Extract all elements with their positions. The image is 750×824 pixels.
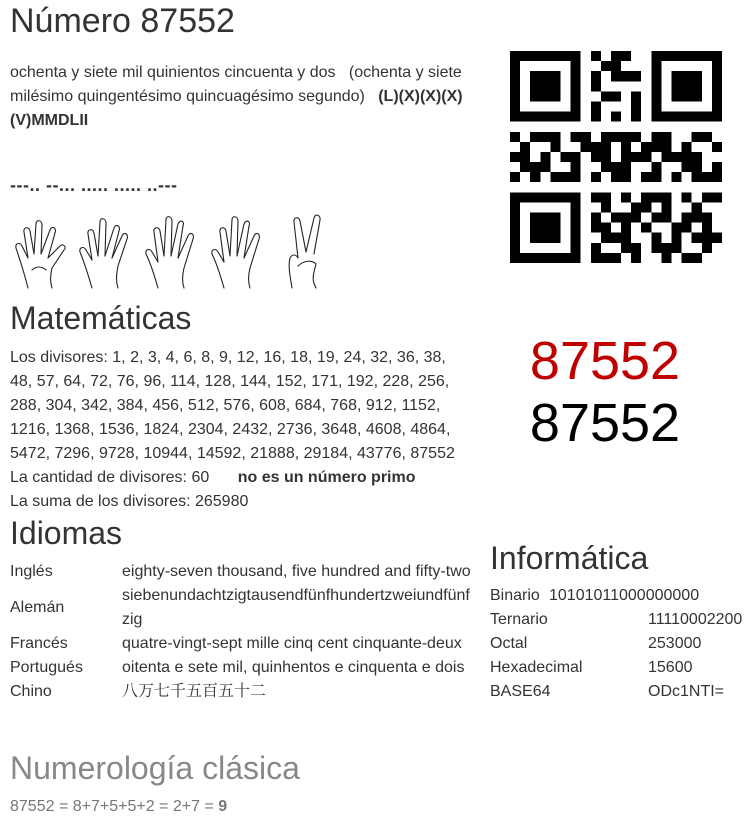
divisors-values: 1, 2, 3, 4, 6, 8, 9, 12, 16, 18, 19, 24, 32, 36, 38, 48, 57, 64, 72, 76, 96, 114, 128, 144, 152, 171, 192, 228, 256, 288, 304, 342, 384, 456, 512, 576, 608, 684, 768, 912, 1152, 1216, 1368, 1536, 1824, 2304, 2432, 2736, 3648, 4608, 4864, 5472, 7296, 9728, 10944, 14592, 21888, 29184, 43776, 87552	[10, 349, 455, 462]
hand-five-icon	[146, 217, 194, 288]
list-item	[490, 680, 725, 704]
divisor-sum-line	[10, 490, 465, 514]
language-name: Francés	[10, 635, 68, 652]
language-name: Portugués	[10, 659, 83, 676]
section-title-mathematics: Matemáticas	[10, 300, 192, 336]
numerology-formula: 87552 = 8+7+5+5+2 = 2+7 =	[10, 798, 214, 815]
hand-five-icon	[212, 217, 260, 288]
divisor-count-label: La cantidad de divisores:	[10, 469, 187, 486]
base-value: 15600	[648, 659, 693, 676]
language-name: Alemán	[10, 599, 65, 616]
table-row	[10, 656, 475, 680]
page-title: Número 87552	[10, 2, 235, 40]
table-row	[10, 680, 475, 704]
number-in-words	[10, 61, 470, 133]
numerology-result: 9	[218, 798, 228, 815]
cardinal-text: ochenta y siete mil quinientos cincuenta y dos	[10, 64, 336, 81]
roman-numeral: (L)(X)(X)(X)(V)MMDLII	[10, 88, 463, 129]
hand-eight-icon	[16, 221, 65, 288]
base-label: Hexadecimal	[490, 659, 583, 676]
section-title-numerology: Numerología clásica	[10, 750, 300, 786]
language-text: siebenundachtzigtausendfünfhundertzweiundfünfzig	[122, 587, 470, 628]
base-value: 253000	[648, 635, 702, 652]
base-label: Octal	[490, 635, 528, 652]
language-text: 八万七千五百五十二	[122, 683, 267, 700]
section-title-languages: Idiomas	[10, 515, 123, 551]
language-text: oitenta e sete mil, quinhentos e cinquenta e dois	[122, 659, 465, 676]
hand-signs	[10, 210, 330, 290]
divisor-sum-label: La suma de los divisores:	[10, 493, 191, 510]
list-item	[490, 632, 702, 656]
qr-code-icon	[510, 51, 722, 263]
language-text: quatre-vingt-sept mille cinq cent cinquante-deux	[122, 635, 462, 652]
divisors-list	[10, 346, 465, 466]
hand-seven-icon	[80, 219, 128, 288]
base-value: ODc1NTI=	[648, 683, 725, 700]
morse-code: ---.. --... ..... ..... ..---	[10, 175, 178, 195]
list-item	[490, 584, 700, 608]
divisors-block	[10, 346, 465, 514]
base-value: 10101011000000000	[549, 587, 700, 604]
number-display	[490, 330, 720, 454]
base-value: 11110002200	[648, 611, 743, 628]
language-name: Chino	[10, 683, 52, 700]
table-row	[10, 632, 475, 656]
list-item	[490, 608, 743, 632]
divisor-count-value: 60	[191, 469, 210, 486]
languages-table	[10, 560, 475, 704]
number-display-black: 87552	[529, 393, 681, 453]
divisors-label: Los divisores:	[10, 349, 108, 366]
prime-note: no es un número primo	[237, 469, 416, 486]
table-row	[10, 560, 475, 584]
table-row	[10, 584, 475, 632]
informatics-list	[490, 584, 743, 704]
list-item	[490, 656, 693, 680]
numerology-line	[10, 795, 227, 819]
language-text: eighty-seven thousand, five hundred and fifty-two	[122, 563, 471, 580]
hand-two-icon	[289, 215, 320, 288]
base-label: Binario	[490, 587, 540, 604]
number-display-red: 87552	[529, 331, 681, 391]
section-title-informatics: Informática	[490, 540, 649, 576]
base-label: BASE64	[490, 683, 551, 700]
divisor-count-line	[10, 466, 465, 490]
ordinal-text: (ochenta y siete milésimo quingentésimo quincuagésimo segundo)	[10, 64, 462, 105]
divisor-sum-value: 265980	[194, 493, 249, 510]
language-name: Inglés	[10, 563, 53, 580]
base-label: Ternario	[490, 611, 548, 628]
